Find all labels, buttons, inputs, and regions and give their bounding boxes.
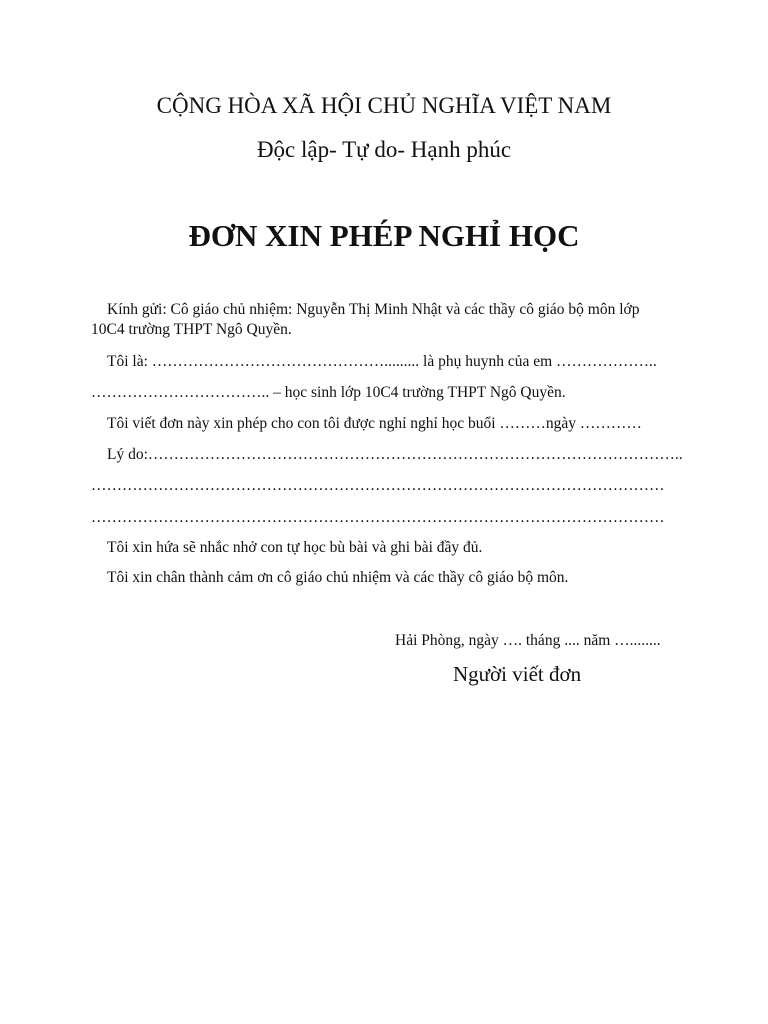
- student-line: …………………………….. – học sinh lớp 10C4 trường THPT Ngô Quyền.: [91, 384, 566, 401]
- promise-line: Tôi xin hứa sẽ nhắc nhở con tự học bù bài và ghi bài đầy đủ.: [107, 539, 483, 556]
- recipient-line-1: Kính gửi: Cô giáo chủ nhiệm: Nguyễn Thị Minh Nhật và các thầy cô giáo bộ môn lớp: [107, 301, 640, 318]
- reason-line-3: …………………………………………………………………………………………………: [91, 509, 665, 526]
- motto-heading: Độc lập- Tự do- Hạnh phúc: [256, 137, 512, 162]
- reason-line-1: Lý do:…………………………………………………………………………………………..: [107, 446, 683, 463]
- signer-label: Người viết đơn: [453, 662, 582, 686]
- country-heading: CỘNG HÒA XÃ HỘI CHỦ NGHĨA VIỆT NAM: [156, 93, 612, 118]
- thanks-line: Tôi xin chân thành cảm ơn cô giáo chủ nhiệm và các thầy cô giáo bộ môn.: [107, 569, 569, 586]
- parent-line: Tôi là: ………………………………………......... là phụ huynh của em ………………..: [107, 353, 657, 370]
- recipient-line-2: 10C4 trường THPT Ngô Quyền.: [91, 321, 292, 338]
- place-date-line: Hải Phòng, ngày …. tháng .... năm …........: [395, 632, 661, 649]
- reason-line-2: …………………………………………………………………………………………………: [91, 477, 665, 494]
- document-title: ĐƠN XIN PHÉP NGHỈ HỌC: [188, 218, 580, 253]
- request-line: Tôi viết đơn này xin phép cho con tôi được nghỉ nghỉ học buổi ………ngày …………: [107, 415, 642, 432]
